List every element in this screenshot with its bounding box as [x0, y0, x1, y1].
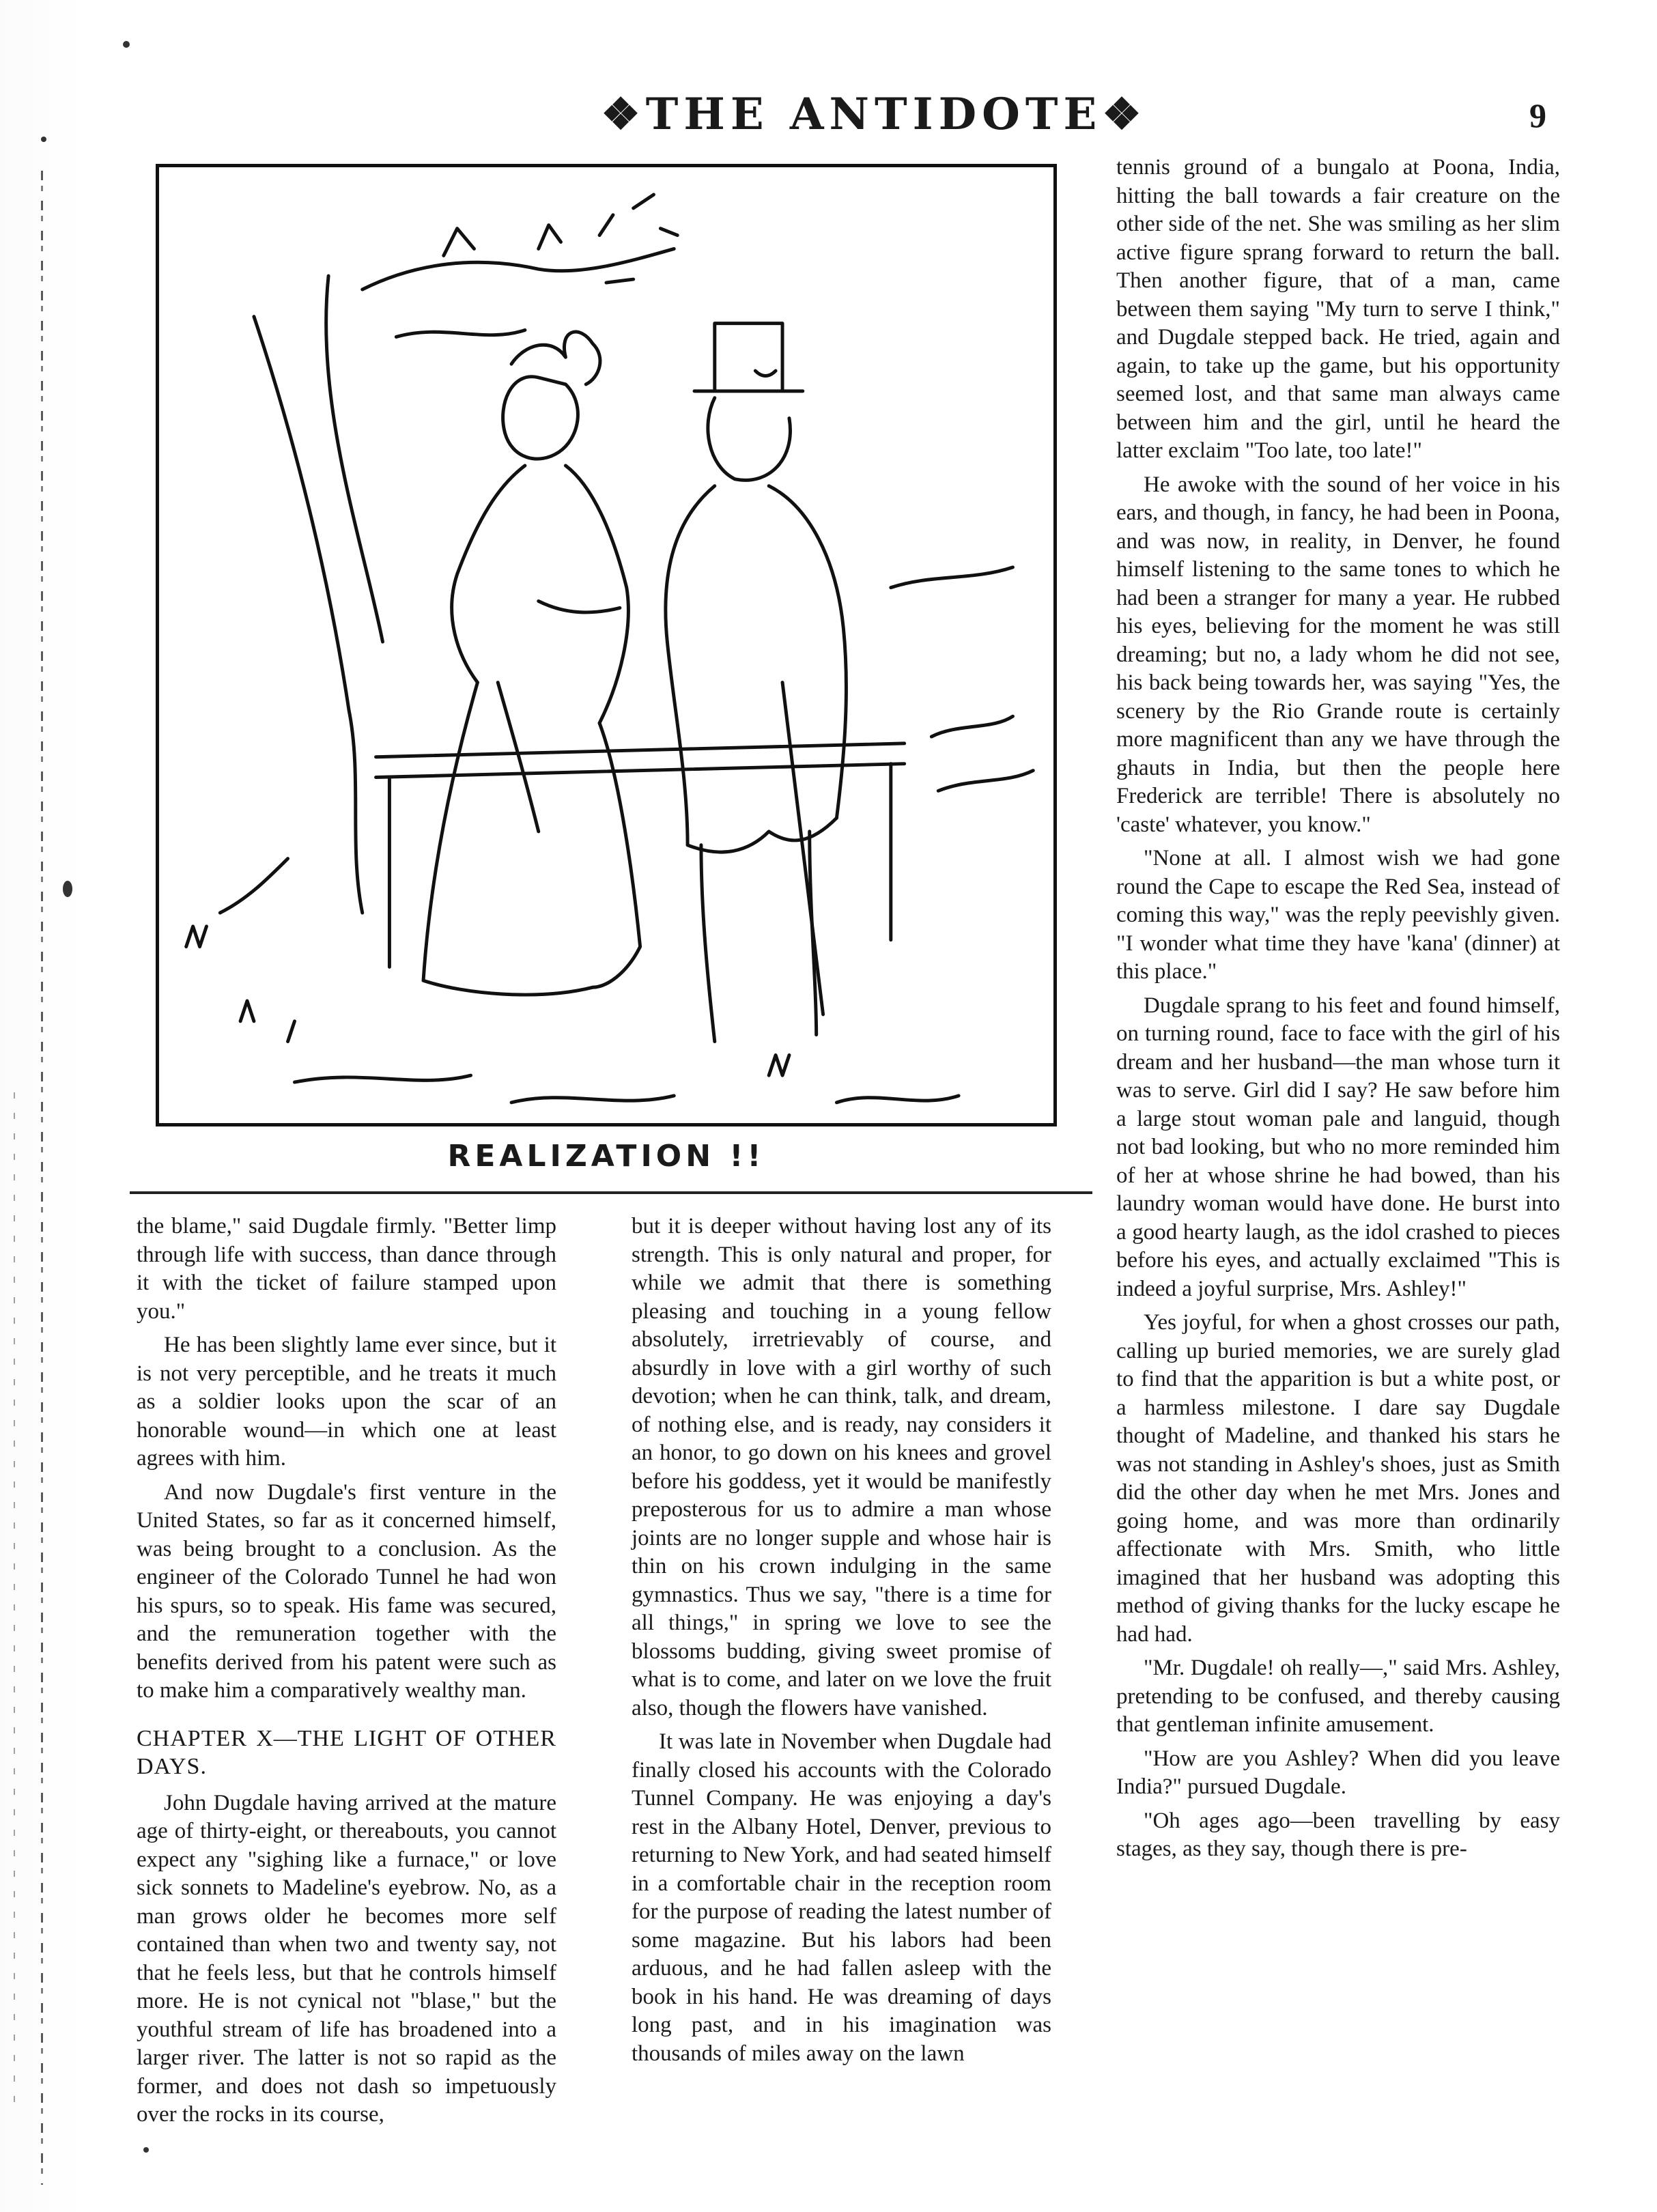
column-middle — [632, 1213, 1051, 2068]
scan-speck — [123, 41, 130, 48]
scan-streak — [14, 1092, 15, 2116]
column-right — [1116, 154, 1560, 1864]
illustration-frame — [156, 164, 1057, 1126]
paragraph: "None at all. I almost wish we had gone round the Cape to escape the Red Sea, instead of coming this way," was the reply peevishly given. "I wonder what time they have 'kana' (dinner) at this place." — [1116, 846, 1560, 984]
paragraph: It was late in November when Dugdale had finally closed his accounts with the Colorado Tunnel Company. He was enjoying a day's rest in the Albany Hotel, Denver, previous to returning to New York, and had seated himself in a comfortable chair in the reception room for the purpose of reading the latest number of some magazine. But his labors had been arduous, and he had fallen asleep with the book in his hand. He was dreaming of days long past, and in his imagination was thousands of miles away on the lawn — [632, 1729, 1051, 2066]
paragraph: John Dugdale having arrived at the mature age of thirty-eight, or thereabouts, you cannot expect any "sighing like a furnace," or love sick sonnets to Madeline's eyebrow. No, as a man grows older he becomes more self contained than when two and twenty say, not that he feels less, but that he controls himself more. He is not cynical not "blase," but the youthful stream of life has broadened into a larger river. The latter is not so rapid as the former, and does not dash so impetuously over the rocks in its course, — [137, 1790, 556, 2127]
chapter-heading: CHAPTER X—THE LIGHT OF OTHER DAYS. — [137, 1725, 556, 1779]
scan-streak — [41, 171, 43, 2185]
paragraph: the blame," said Dugdale firmly. "Better limp through life with success, than dance through it with the ticket of failure stamped upon you." — [137, 1214, 556, 1324]
paragraph: He has been slightly lame ever since, but it is not very perceptible, and he treats it much as a soldier looks upon the scar of an honorable wound—in which one at least agrees with him. — [137, 1333, 556, 1471]
paragraph: tennis ground of a bungalo at Poona, India, hitting the ball towards a fair creature on the other side of the net. She was smiling as her slim active figure sprang forward to return the ball. Then another figure, that of a man, came between them saying "My turn to serve I think," and Dugdale stepped back. He tried, again and again, to take up the game, but his opportunity seemed lost, and that same man always came between him and the girl, until he heard the latter exclaim "Too late, too late!" — [1116, 155, 1560, 463]
paragraph: Dugdale sprang to his feet and found himself, on turning round, face to face with the girl of his dream and her husband—the man whose turn it was to serve. Girl did I say? He saw before him a large stout woman pale and languid, though not bad looking, but who no more reminded him of her at whose shrine he had bowed, than his laundry woman would have done. He burst into a good hearty laugh, as the idol crashed to pieces before his eyes, and actually exclaimed "This is indeed a joyful surprise, Mrs. Ashley!" — [1116, 993, 1560, 1301]
column-left — [137, 1213, 556, 2129]
scan-margin — [0, 0, 102, 2212]
scan-speck — [63, 881, 72, 897]
page-number: 9 — [1529, 96, 1546, 134]
scan-speck — [143, 2147, 149, 2153]
paragraph: Yes joyful, for when a ghost crosses our path, calling up buried memories, we are surely glad to find that the apparition is but a white post, or a harmless milestone. I dare say Dugdale thought of Madeline, and thanked his stars he was not standing in Ashley's shoes, just as Smith did the other day when he met Mrs. Jones and going home, and was more than ordinarily affectionate with Mrs. Smith, who little imagined that her husband was adopting this method of giving thanks for the lucky escape he had had. — [1116, 1310, 1560, 1647]
paragraph: "Mr. Dugdale! oh really—," said Mrs. Ashley, pretending to be confused, and thereby causing that gentleman infinite amusement. — [1116, 1656, 1560, 1737]
engraving-illustration — [159, 167, 1053, 1123]
paragraph: He awoke with the sound of her voice in his ears, and though, in fancy, he had been in Poona, and was now, in reality, in Denver, he found himself listening to the same tones to which he had been a stranger for many a year. He rubbed his eyes, believing for the moment he was still dreaming; but no, a lady whom he did not see, his back being towards her, was saying "Yes, the scenery by the Rio Grande route is certainly more magnificent than any we have through the ghauts in India, but then the people here Frederick are terrible! There is absolutely no 'caste' whatever, you know." — [1116, 472, 1560, 837]
illustration-caption: REALIZATION !! — [447, 1139, 765, 1174]
masthead-title: ❖THE ANTIDOTE❖ — [601, 89, 1147, 140]
caption-rule — [130, 1191, 1092, 1194]
paragraph: "Oh ages ago—been travelling by easy stages, as they say, though there is pre- — [1116, 1808, 1560, 1861]
paragraph: And now Dugdale's first venture in the United States, so far as it concerned himself, was being brought to a conclusion. As the engineer of the Colorado Tunnel he had won his spurs, so to speak. His fame was secured, and the remuneration together with the benefits derived from his patent were such as to make him a comparatively wealthy man. — [137, 1479, 556, 1703]
paragraph: but it is deeper without having lost any of its strength. This is only natural and proper, for while we admit that there is something pleasing and touching in a young fellow absolutely, irretrievably of course, and absurdly in love with a girl worthy of such devotion; when he can think, talk, and dream, of nothing else, and is ready, nay considers it an honor, to go down on his knees and grovel before his goddess, yet it would be manifestly preposterous for us to admire a man whose joints are no longer supple and whose hair is thin on his crown indulging in the same gymnastics. Thus we say, "there is a time for all things," in spring we love to see the blossoms budding, giving sweet promise of what is to come, and later on we love the fruit also, though the flowers have vanished. — [632, 1214, 1051, 1720]
scan-speck — [41, 137, 46, 142]
paragraph: "How are you Ashley? When did you leave India?" pursued Dugdale. — [1116, 1746, 1560, 1799]
